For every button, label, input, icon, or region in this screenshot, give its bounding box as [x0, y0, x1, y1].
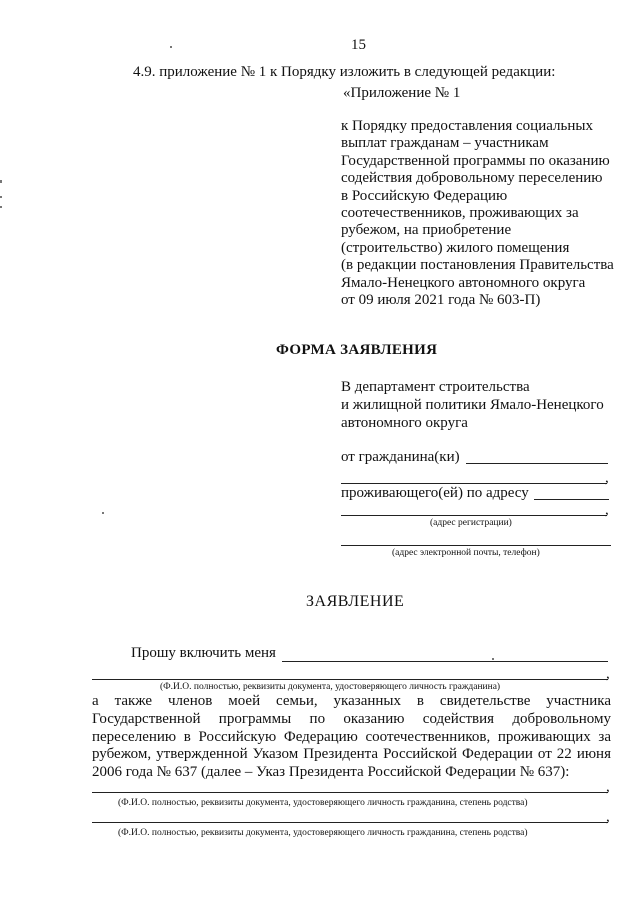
item-heading: 4.9. приложение № 1 к Порядку изложить в следующей редакции: [133, 64, 556, 80]
comma: , [606, 666, 610, 682]
citizen-name-field[interactable] [466, 463, 608, 464]
appendix-line: к Порядку предоставления социальных [341, 118, 593, 134]
addressee-block [341, 378, 604, 432]
comma: , [606, 809, 610, 825]
statement-title: ЗАЯВЛЕНИЕ [306, 593, 405, 610]
comma: , [606, 779, 610, 795]
applicant-field-continued[interactable] [92, 679, 608, 680]
appendix-line: Ямало-Ненецкого автономного округа [341, 274, 586, 291]
appendix-reference-block [341, 118, 614, 309]
appendix-line: (в редакции постановления Правительства [341, 257, 614, 274]
contact-field[interactable] [341, 545, 611, 546]
address-field-continued[interactable] [341, 515, 607, 516]
addressee-line: и жилищной политики Ямало-Ненецкого [341, 397, 604, 413]
family-member-field[interactable] [92, 792, 608, 793]
family-member-caption: (Ф.И.О. полностью, реквизиты документа, удостоверяющего личность гражданина, степень родства) [118, 828, 528, 838]
appendix-line: рубежом, на приобретение [341, 222, 512, 239]
form-title: ФОРМА ЗАЯВЛЕНИЯ [276, 342, 438, 358]
appendix-line: соотечественников, проживающих за [341, 205, 579, 222]
registration-address-caption: (адрес регистрации) [430, 518, 512, 528]
family-member-field[interactable] [92, 822, 608, 823]
family-member-caption: (Ф.И.О. полностью, реквизиты документа, удостоверяющего личность гражданина, степень родства) [118, 798, 528, 808]
residing-address-label: проживающего(ей) по адресу [341, 485, 529, 501]
scan-speck [0, 196, 2, 198]
applicant-caption: (Ф.И.О. полностью, реквизиты документа, удостоверяющего личность гражданина) [160, 682, 501, 692]
appendix-line: от 09 июля 2021 года № 603-П) [341, 292, 541, 309]
scan-speck [0, 206, 2, 208]
scan-speck [492, 658, 494, 660]
addressee-line: В департамент строительства [341, 379, 530, 395]
address-field[interactable] [534, 499, 609, 500]
scan-speck [102, 512, 104, 514]
appendix-line: выплат гражданам – участникам [341, 135, 549, 152]
appendix-title: «Приложение № 1 [343, 85, 461, 101]
request-text: Прошу включить меня [131, 645, 276, 661]
appendix-line: содействия добровольному переселению [341, 170, 603, 187]
scan-speck [0, 180, 2, 183]
scan-speck [170, 46, 172, 48]
addressee-line: автономного округа [341, 415, 468, 431]
appendix-line: в Российскую Федерацию [341, 187, 508, 204]
from-citizen-label: от гражданина(ки) [341, 449, 460, 465]
appendix-line: Государственной программы по оказанию [341, 152, 610, 169]
body-line: Государственной программы по оказанию содействия добровольному [92, 711, 611, 727]
body-line: переселению в Российскую Федерацию соотечественников, проживающих за [92, 729, 611, 745]
citizen-name-field-continued[interactable] [341, 483, 607, 484]
applicant-field[interactable] [282, 661, 608, 662]
body-line: рубежом, утвержденной Указом Президента Российской Федерации от 22 июня [92, 746, 611, 762]
appendix-line: (строительство) жилого помещения [341, 239, 570, 256]
comma: , [605, 470, 609, 486]
body-line: 2006 года № 637 (далее – Указ Президента Российской Федерации № 637): [92, 764, 570, 780]
comma: , [605, 502, 609, 518]
page-number: 15 [351, 37, 366, 53]
body-line: а также членов моей семьи, указанных в свидетельстве участника [92, 693, 611, 709]
contact-caption: (адрес электронной почты, телефон) [392, 548, 540, 558]
